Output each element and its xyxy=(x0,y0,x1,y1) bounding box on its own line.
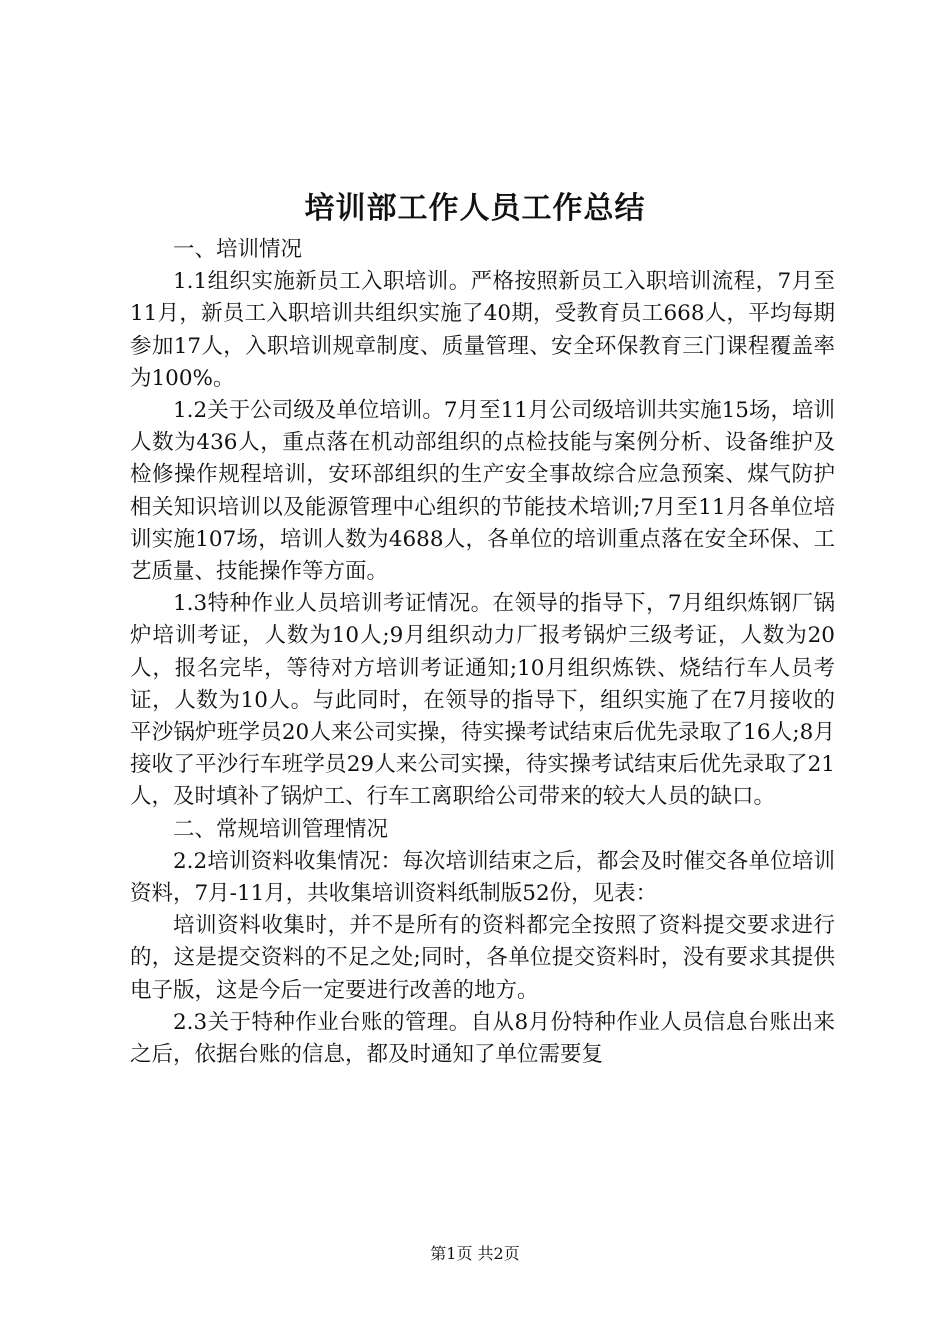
document-body xyxy=(130,234,835,1071)
section-heading-training: 一、培训情况 xyxy=(173,237,303,262)
section-heading-routine-management: 二、常规培训管理情况 xyxy=(173,816,389,842)
paragraph-1-1: 1.1组织实施新员工入职培训。严格按照新员工入职培训流程，7月至11月，新员工入职培训共组织实施了40期，受教育员工668人，平均每期参加17人，入职培训规章制度、质量管理、安全环保教育三门课程覆盖率为100%。 xyxy=(130,269,835,391)
paragraph-2-3: 2.3关于特种作业台账的管理。自从8月份特种作业人员信息台账出来之后，依据台账的信息，都及时通知了单位需要复 xyxy=(130,1009,835,1068)
page-number-footer: 第1页 共2页 xyxy=(430,1244,520,1263)
paragraph-collection-note: 培训资料收集时，并不是所有的资料都完全按照了资料提交要求进行的，这是提交资料的不足之处;同时，各单位提交资料时，没有要求其提供电子版，这是今后一定要进行改善的地方。 xyxy=(130,913,835,1003)
document-title: 培训部工作人员工作总结 xyxy=(304,191,646,226)
paragraph-2-2: 2.2培训资料收集情况：每次培训结束之后，都会及时催交各单位培训资料，7月-11月，共收集培训资料纸制版52份，见表： xyxy=(130,848,835,907)
paragraph-1-2: 1.2关于公司级及单位培训。7月至11月公司级培训共实施15场，培训人数为436人，重点落在机动部组织的点检技能与案例分析、设备维护及检修操作规程培训，安环部组织的生产安全事故综合应急预案、煤气防护相关知识培训以及能源管理中心组织的节能技术培训;7月至11月各单位培训实施107场，培训人数为4688人，各单位的培训重点落在安全环保、工艺质量、技能操作等方面。 xyxy=(130,398,835,585)
paragraph-1-3: 1.3特种作业人员培训考证情况。在领导的指导下，7月组织炼钢厂锅炉培训考证，人数为10人;9月组织动力厂报考锅炉三级考证，人数为20人，报名完毕，等待对方培训考证通知;10月组织炼铁、烧结行车人员考证，人数为10人。与此同时，在领导的指导下，组织实施了在7月接收的平沙锅炉班学员20人来公司实操，待实操考试结束后优先录取了16人;8月接收了平沙行车班学员29人来公司实操，待实操考试结束后优先录取了21人，及时填补了锅炉工、行车工离职给公司带来的较大人员的缺口。 xyxy=(130,591,835,810)
